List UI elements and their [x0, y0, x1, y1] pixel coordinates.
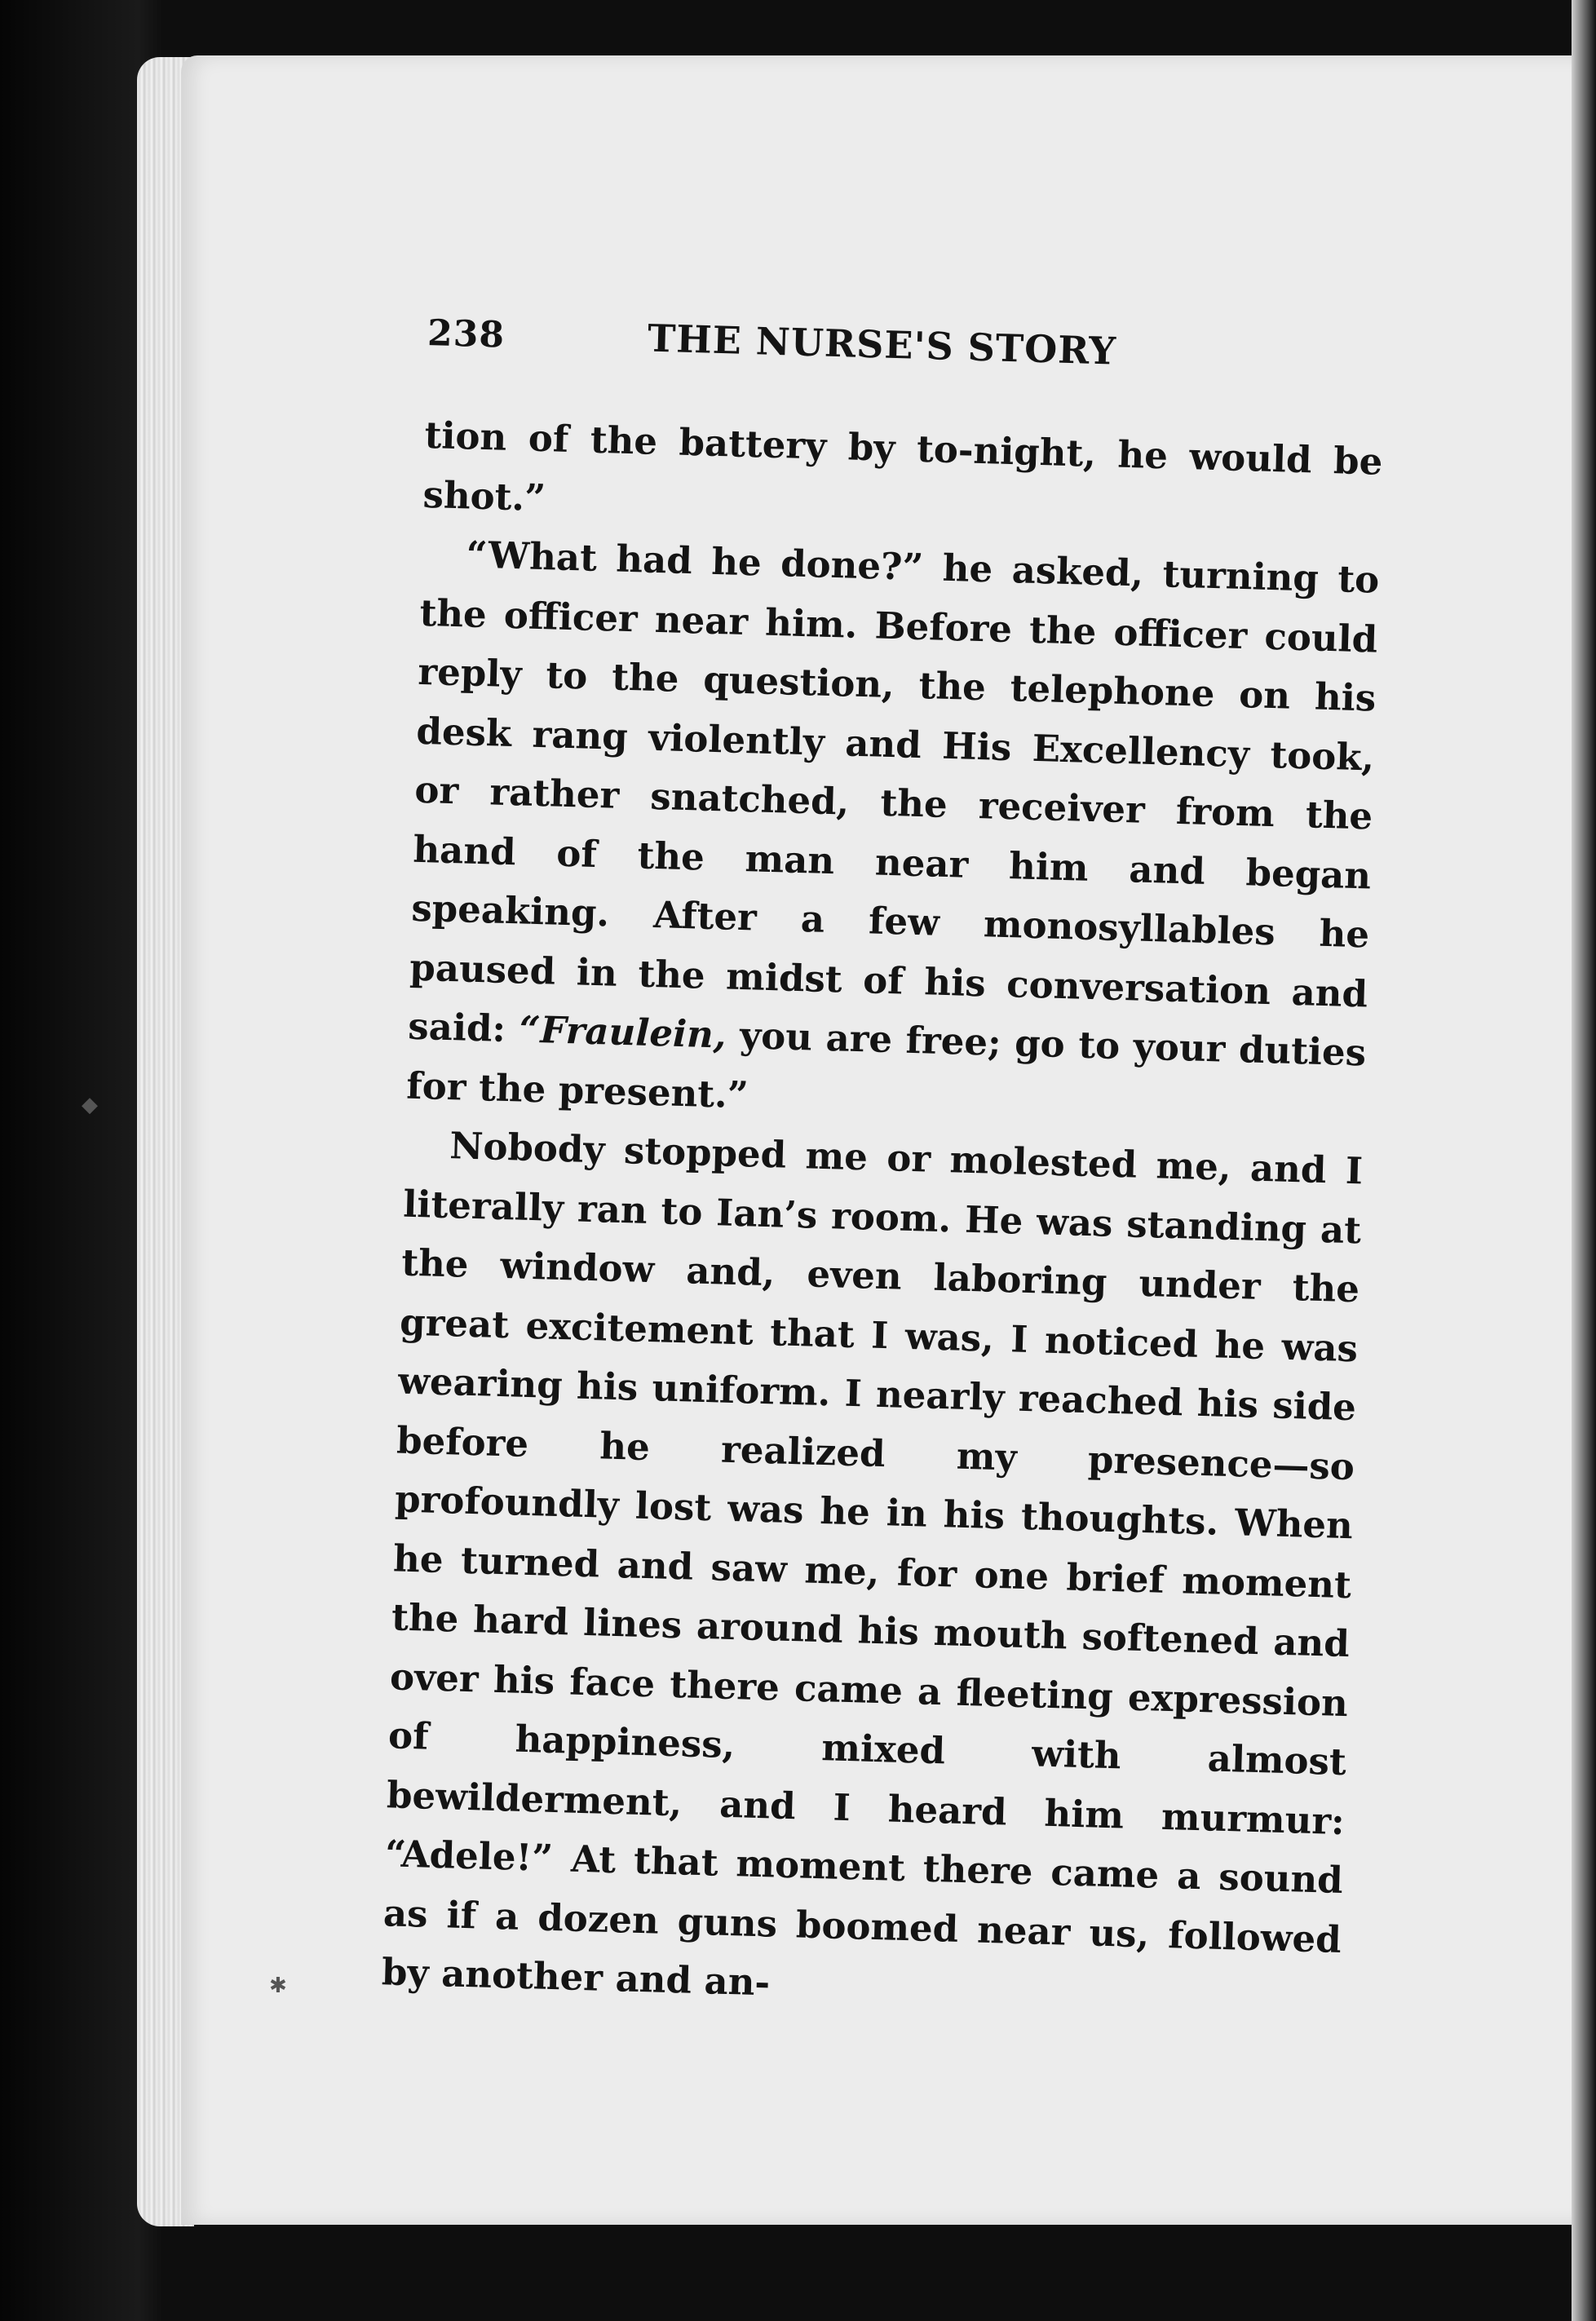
scan-speck: ◆ — [82, 1093, 98, 1117]
italic-word-fraulein: “Fraulein, — [519, 1007, 727, 1057]
paragraph-2 — [405, 524, 1380, 1143]
paragraph-2-part-a: “What had he done?” he asked, turning to the officer near him. Before the officer could reply to the question, the telephone on his desk rang violently and His Excellency took, or rather snatched, the receiver from the hand of the man near him and began speaking. After a few monosyllables he paused in the midst of his conversation and said: — [407, 533, 1380, 1051]
paragraph-1: tion of the battery by to-night, he would be shot.” — [422, 413, 1383, 519]
running-title: THE NURSE'S STORY — [647, 316, 1117, 374]
text-block — [381, 310, 1386, 2028]
paragraph-3: Nobody stopped me or molested me, and I literally ran to Ian’s room. He was standing at the window and, even laboring under the great excitement that I was, I noticed he was wearing his uniform. I nearly reached his side before he realized my presence—so profoundly lost was he in his thoughts. When he turned and saw me, for one brief moment the hard lines around his mouth softened and over his face there came a fleeting expression of happiness, mixed with almost bewilderment, and I heard him murmur: “Adele!” At that moment there came a sound as if a dozen guns boomed near us, followed by another and an- — [381, 1124, 1364, 2005]
paragraph-2-part-b: you are free; go to your duties for the present.” — [405, 1013, 1367, 1116]
page-number: 238 — [427, 312, 506, 356]
scan-speck: ✱ — [269, 1974, 287, 1998]
page-gutter-shadow — [1572, 0, 1596, 2321]
body-text — [381, 406, 1383, 2029]
